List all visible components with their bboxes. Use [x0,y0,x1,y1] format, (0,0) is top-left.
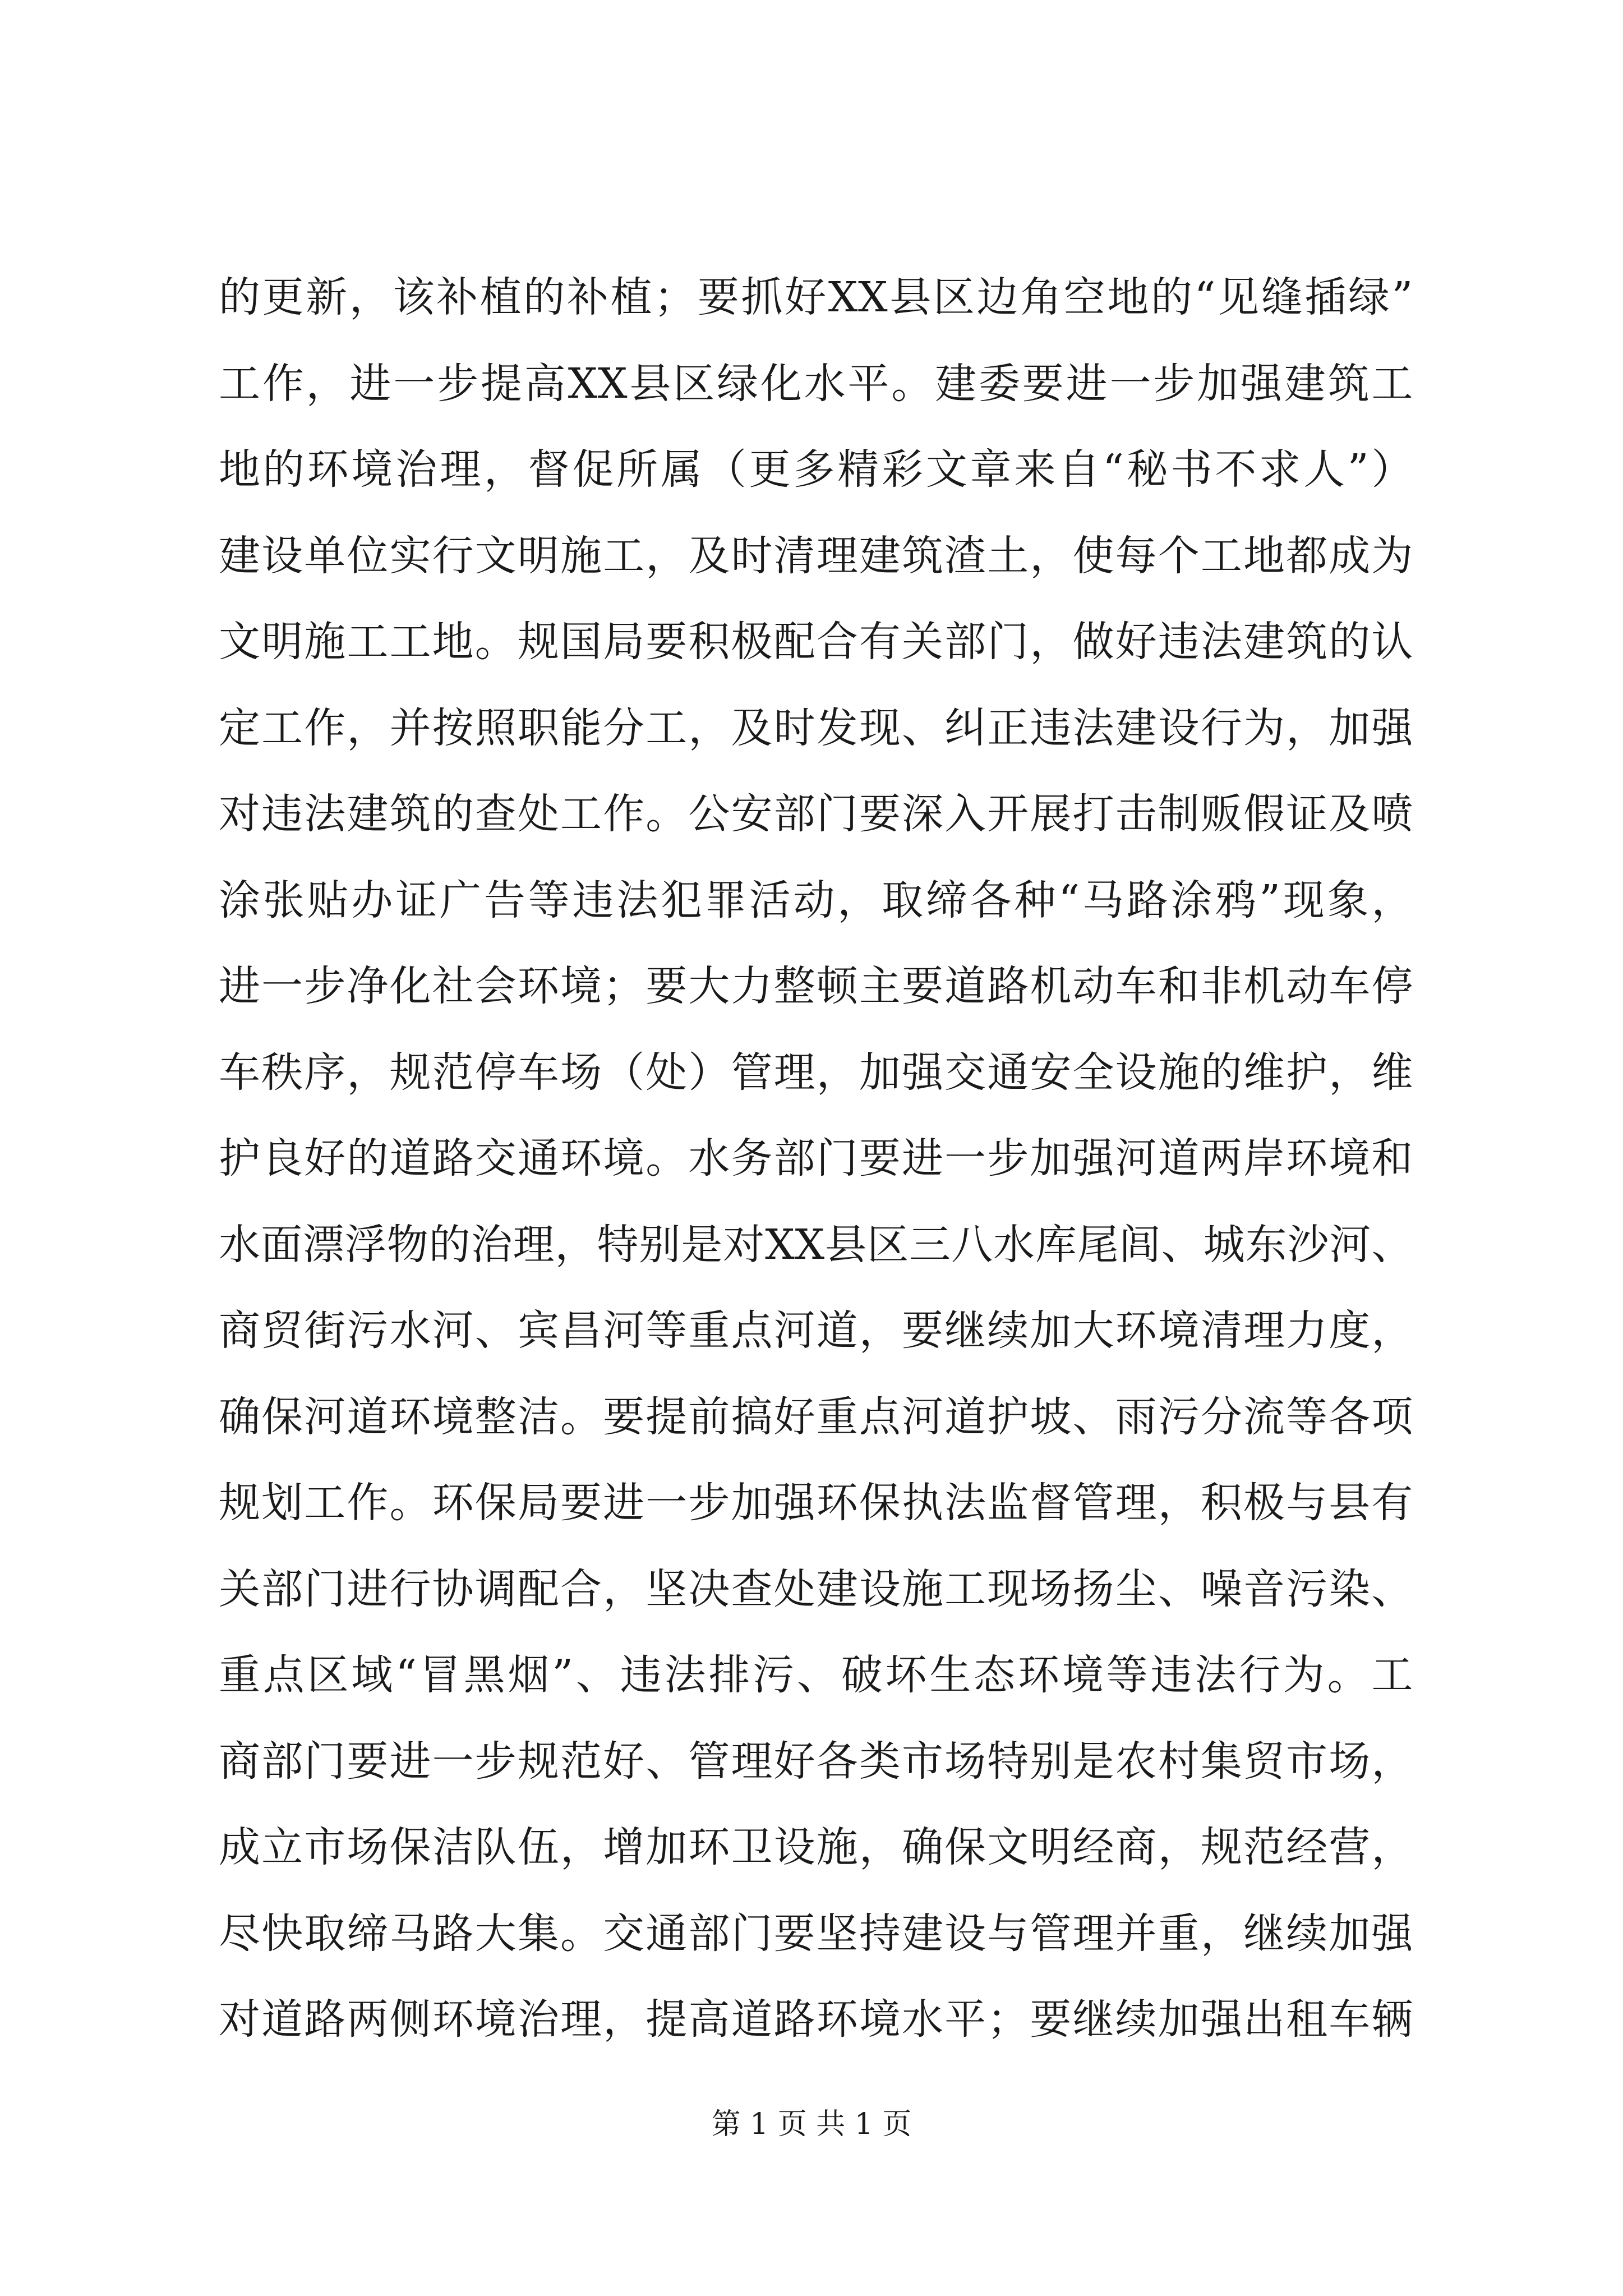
text-line: 关部门进行协调配合，坚决查处建设施工现场扬尘、噪音污染、 [219,1565,1413,1613]
text-line: 护良好的道路交通环境。水务部门要进一步加强河道两岸环境和 [219,1134,1413,1182]
text-line: 确保河道环境整洁。要提前搞好重点河道护坡、雨污分流等各项 [219,1392,1413,1441]
text-line: 商部门要进一步规范好、管理好各类市场特别是农村集贸市场， [219,1737,1413,1786]
text-line: 涂张贴办证广告等违法犯罪活动，取缔各种“马路涂鸦”现象， [219,876,1413,924]
text-line: 成立市场保洁队伍，增加环卫设施，确保文明经商，规范经营， [219,1823,1413,1871]
text-line: 地的环境治理，督促所属（更多精彩文章来自“秘书不求人”） [219,445,1413,494]
text-line: 规划工作。环保局要进一步加强环保执法监督管理，积极与县有 [219,1479,1413,1527]
text-line: 定工作，并按照职能分工，及时发现、纠正违法建设行为，加强 [219,703,1413,752]
text-line: 进一步净化社会环境；要大力整顿主要道路机动车和非机动车停 [219,962,1413,1010]
text-line: 车秩序，规范停车场（处）管理，加强交通安全设施的维护，维 [219,1048,1413,1097]
page-number-footer: 第 1 页 共 1 页 [711,2108,912,2141]
text-line: 水面漂浮物的治理，特别是对XX县区三八水库尾闾、城东沙河、 [219,1220,1413,1269]
text-line: 的更新，该补植的补植；要抓好XX县区边角空地的“见缝插绿” [219,273,1413,321]
text-line: 商贸街污水河、宾昌河等重点河道，要继续加大环境清理力度， [219,1306,1413,1355]
text-line: 对道路两侧环境治理，提高道路环境水平；要继续加强出租车辆 [219,1995,1413,2044]
text-line: 对违法建筑的查处工作。公安部门要深入开展打击制贩假证及喷 [219,790,1413,838]
text-line: 尽快取缔马路大集。交通部门要坚持建设与管理并重，继续加强 [219,1909,1413,1958]
text-line: 重点区域“冒黑烟”、违法排污、破坏生态环境等违法行为。工 [219,1651,1413,1699]
text-line: 建设单位实行文明施工，及时清理建筑渣土，使每个工地都成为 [219,531,1413,580]
text-line: 工作，进一步提高XX县区绿化水平。建委要进一步加强建筑工 [219,359,1413,408]
body-text [219,255,1413,2063]
text-line: 文明施工工地。规国局要积极配合有关部门，做好违法建筑的认 [219,618,1413,666]
